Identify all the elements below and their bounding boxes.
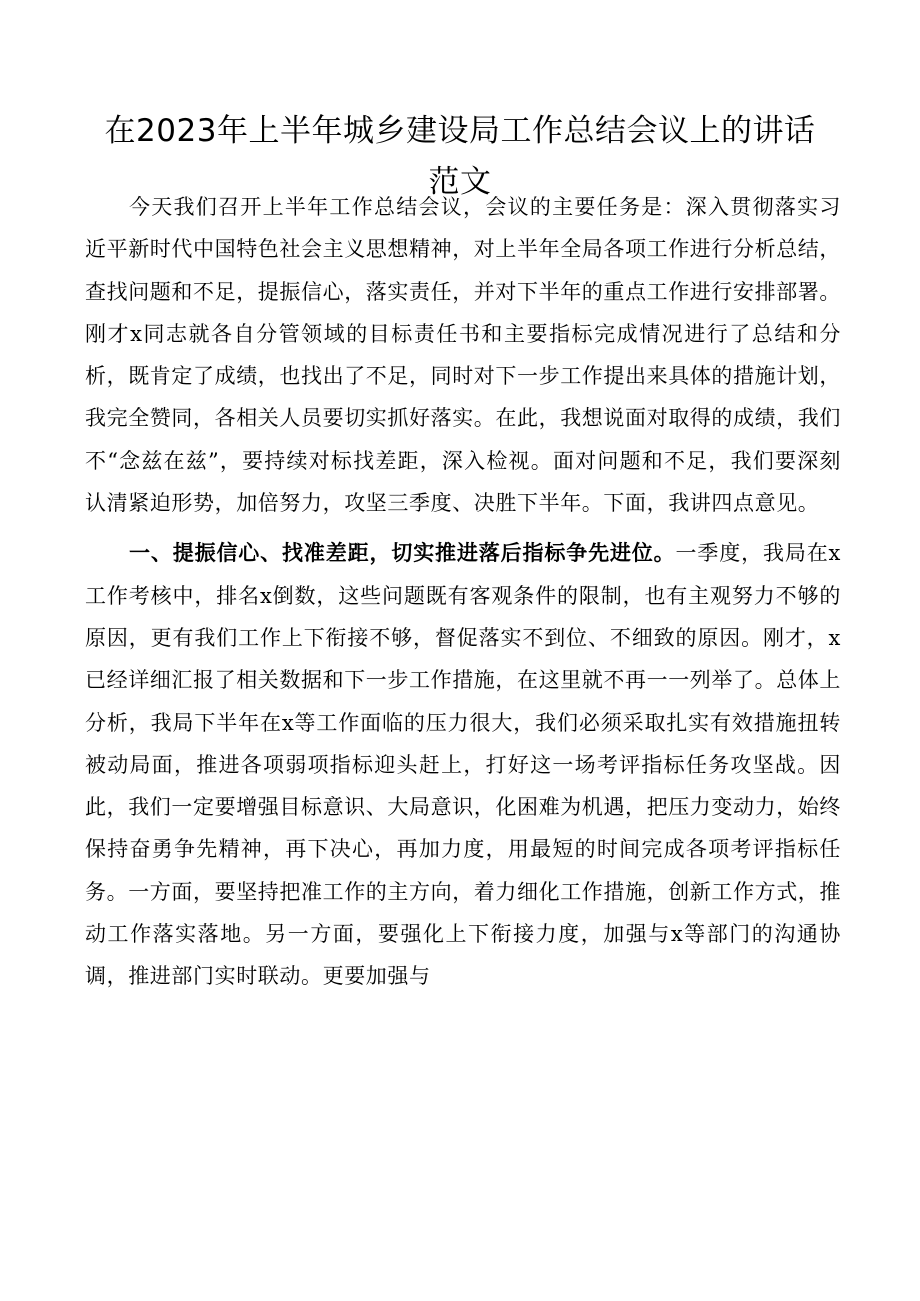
document-body — [85, 186, 841, 998]
section-one-text: 一季度，我局在x工作考核中，排名x倒数，这些问题既有客观条件的限制，也有主观努力不够的原因，更有我们工作上下衔接不够，督促落实不到位、不细致的原因。刚才，x已经详细汇报了相关数据和下一步工作措施，在这里就不再一一列举了。总体上分析，我局下半年在x等工作面临的压力很大，我们必须采取扎实有效措施扭转被动局面，推进各项弱项指标迎头赶上，打好这一场考评指标任务攻坚战。因此，我们一定要增强目标意识、大局意识，化困难为机遇，把压力变动力，始终保持奋勇争先精神，再下决心，再加力度，用最短的时间完成各项考评指标任务。一方面，要坚持把准工作的主方向，着力细化工作措施，创新工作方式，推动工作落实落地。另一方面，要强化上下衔接力度，加强与x等部门的沟通协调，推进部门实时联动。更要加强与 — [85, 541, 841, 989]
paragraph-intro: 今天我们召开上半年工作总结会议，会议的主要任务是：深入贯彻落实习近平新时代中国特色社会主义思想精神，对上半年全局各项工作进行分析总结，查找问题和不足，提振信心，落实责任，并对下半年的重点工作进行安排部署。刚才x同志就各自分管领域的目标责任书和主要指标完成情况进行了总结和分析，既肯定了成绩，也找出了不足，同时对下一步工作提出来具体的措施计划，我完全赞同，各相关人员要切实抓好落实。在此，我想说面对取得的成绩，我们不“念兹在兹”，要持续对标找差距，深入检视。面对问题和不足，我们要深刻认清紧迫形势，加倍努力，攻坚三季度、决胜下半年。下面，我讲四点意见。 — [85, 195, 841, 516]
section-one-heading: 一、提振信心、找准差距，切实推进落后指标争先进位。 — [129, 540, 676, 566]
paragraph-section-one — [85, 532, 841, 997]
document-title: 在2023年上半年城乡建设局工作总结会议上的讲话范文 — [104, 113, 816, 200]
